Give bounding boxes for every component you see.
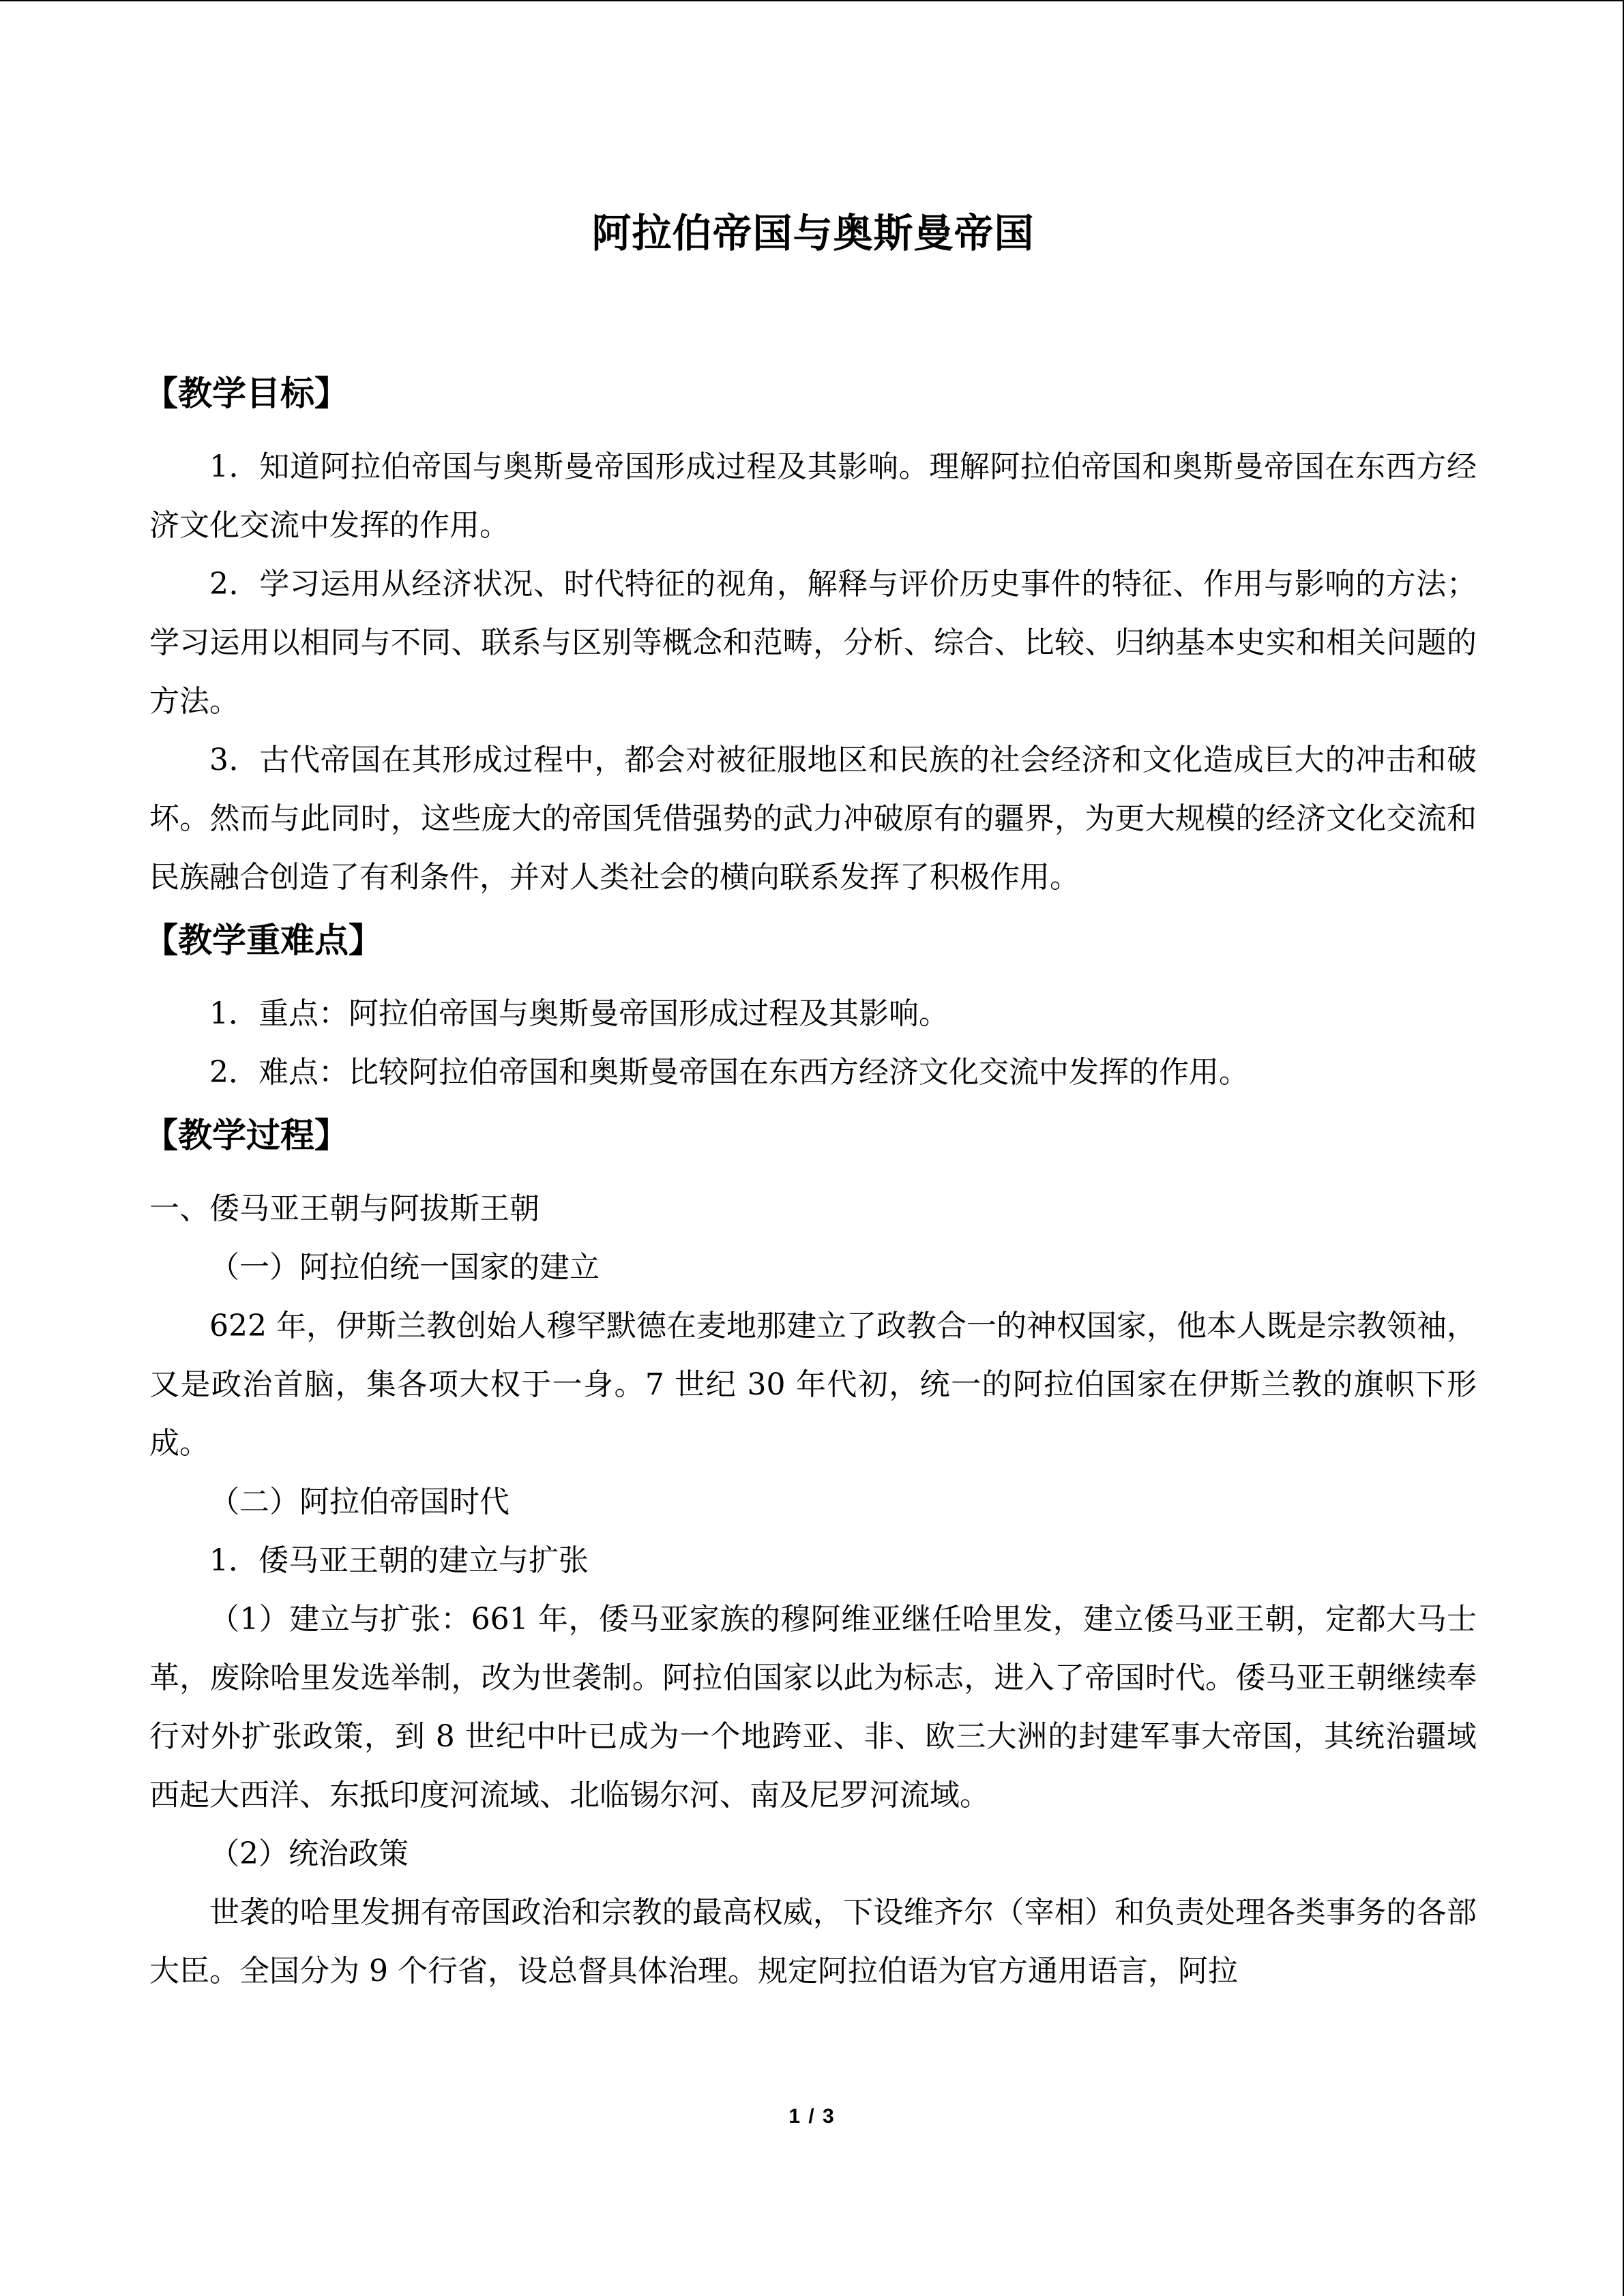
item1-paragraph: （1）建立与扩张：661 年，倭马亚家族的穆阿维亚继任哈里发，建立倭马亚王朝，定都大马士革，废除哈里发选举制，改为世袭制。阿拉伯国家以此为标志，进入了帝国时代。倭马亚王朝继续奉行对外扩张政策，到 8 世纪中叶已成为一个地跨亚、非、欧三大洲的封建军事大帝国，其统治疆域西起大西洋、东抵印度河流域、北临锡尔河、南及尼罗河流域。 — [149, 1602, 1477, 1813]
keypoint-item: 1．重点：阿拉伯帝国与奥斯曼帝国形成过程及其影响。 — [209, 996, 949, 1031]
part1-title: 一、倭马亚王朝与阿拔斯王朝 — [149, 1191, 540, 1226]
sub1-text: 622 年，伊斯兰教创始人穆罕默德在麦地那建立了政教合一的神权国家，他本人既是宗教领袖，又是政治首脑，集各项大权于一身。7 世纪 30 年代初，统一的阿拉伯国家在伊斯兰教的旗帜下形成。 — [149, 1309, 1477, 1461]
keypoint-item: 2．难点：比较阿拉伯帝国和奥斯曼帝国在东西方经济文化交流中发挥的作用。 — [209, 1055, 1249, 1090]
sub1-title: （一）阿拉伯统一国家的建立 — [209, 1250, 600, 1285]
item1-title: 1．倭马亚王朝的建立与扩张 — [209, 1543, 589, 1578]
page-indicator: 1 / 3 — [788, 2105, 836, 2128]
item1-paragraph: 世袭的哈里发拥有帝国政治和宗教的最高权威，下设维齐尔（宰相）和负责处理各类事务的各部大臣。全国分为 9 个行省，设总督具体治理。规定阿拉伯语为官方通用语言，阿拉 — [149, 1895, 1477, 1988]
objective-item: 1．知道阿拉伯帝国与奥斯曼帝国形成过程及其影响。理解阿拉伯帝国和奥斯曼帝国在东西方经济文化交流中发挥的作用。 — [149, 449, 1477, 543]
document-body — [144, 206, 1477, 2001]
objectives-heading: 【教学目标】 — [144, 373, 349, 413]
document-title: 阿拉伯帝国与奥斯曼帝国 — [591, 210, 1035, 256]
keypoints-heading: 【教学重难点】 — [144, 920, 383, 960]
sub2-title: （二）阿拉伯帝国时代 — [209, 1485, 510, 1519]
process-heading: 【教学过程】 — [144, 1115, 349, 1155]
item1-subtitle: （2）统治政策 — [209, 1836, 409, 1871]
objective-item: 3．古代帝国在其形成过程中，都会对被征服地区和民族的社会经济和文化造成巨大的冲击和破坏。然而与此同时，这些庞大的帝国凭借强势的武力冲破原有的疆界，为更大规模的经济文化交流和民族融合创造了有利条件，并对人类社会的横向联系发挥了积极作用。 — [149, 743, 1477, 895]
objective-item: 2．学习运用从经济状况、时代特征的视角，解释与评价历史事件的特征、作用与影响的方法；学习运用以相同与不同、联系与区别等概念和范畴，分析、综合、比较、归纳基本史实和相关问题的方法。 — [149, 567, 1477, 719]
